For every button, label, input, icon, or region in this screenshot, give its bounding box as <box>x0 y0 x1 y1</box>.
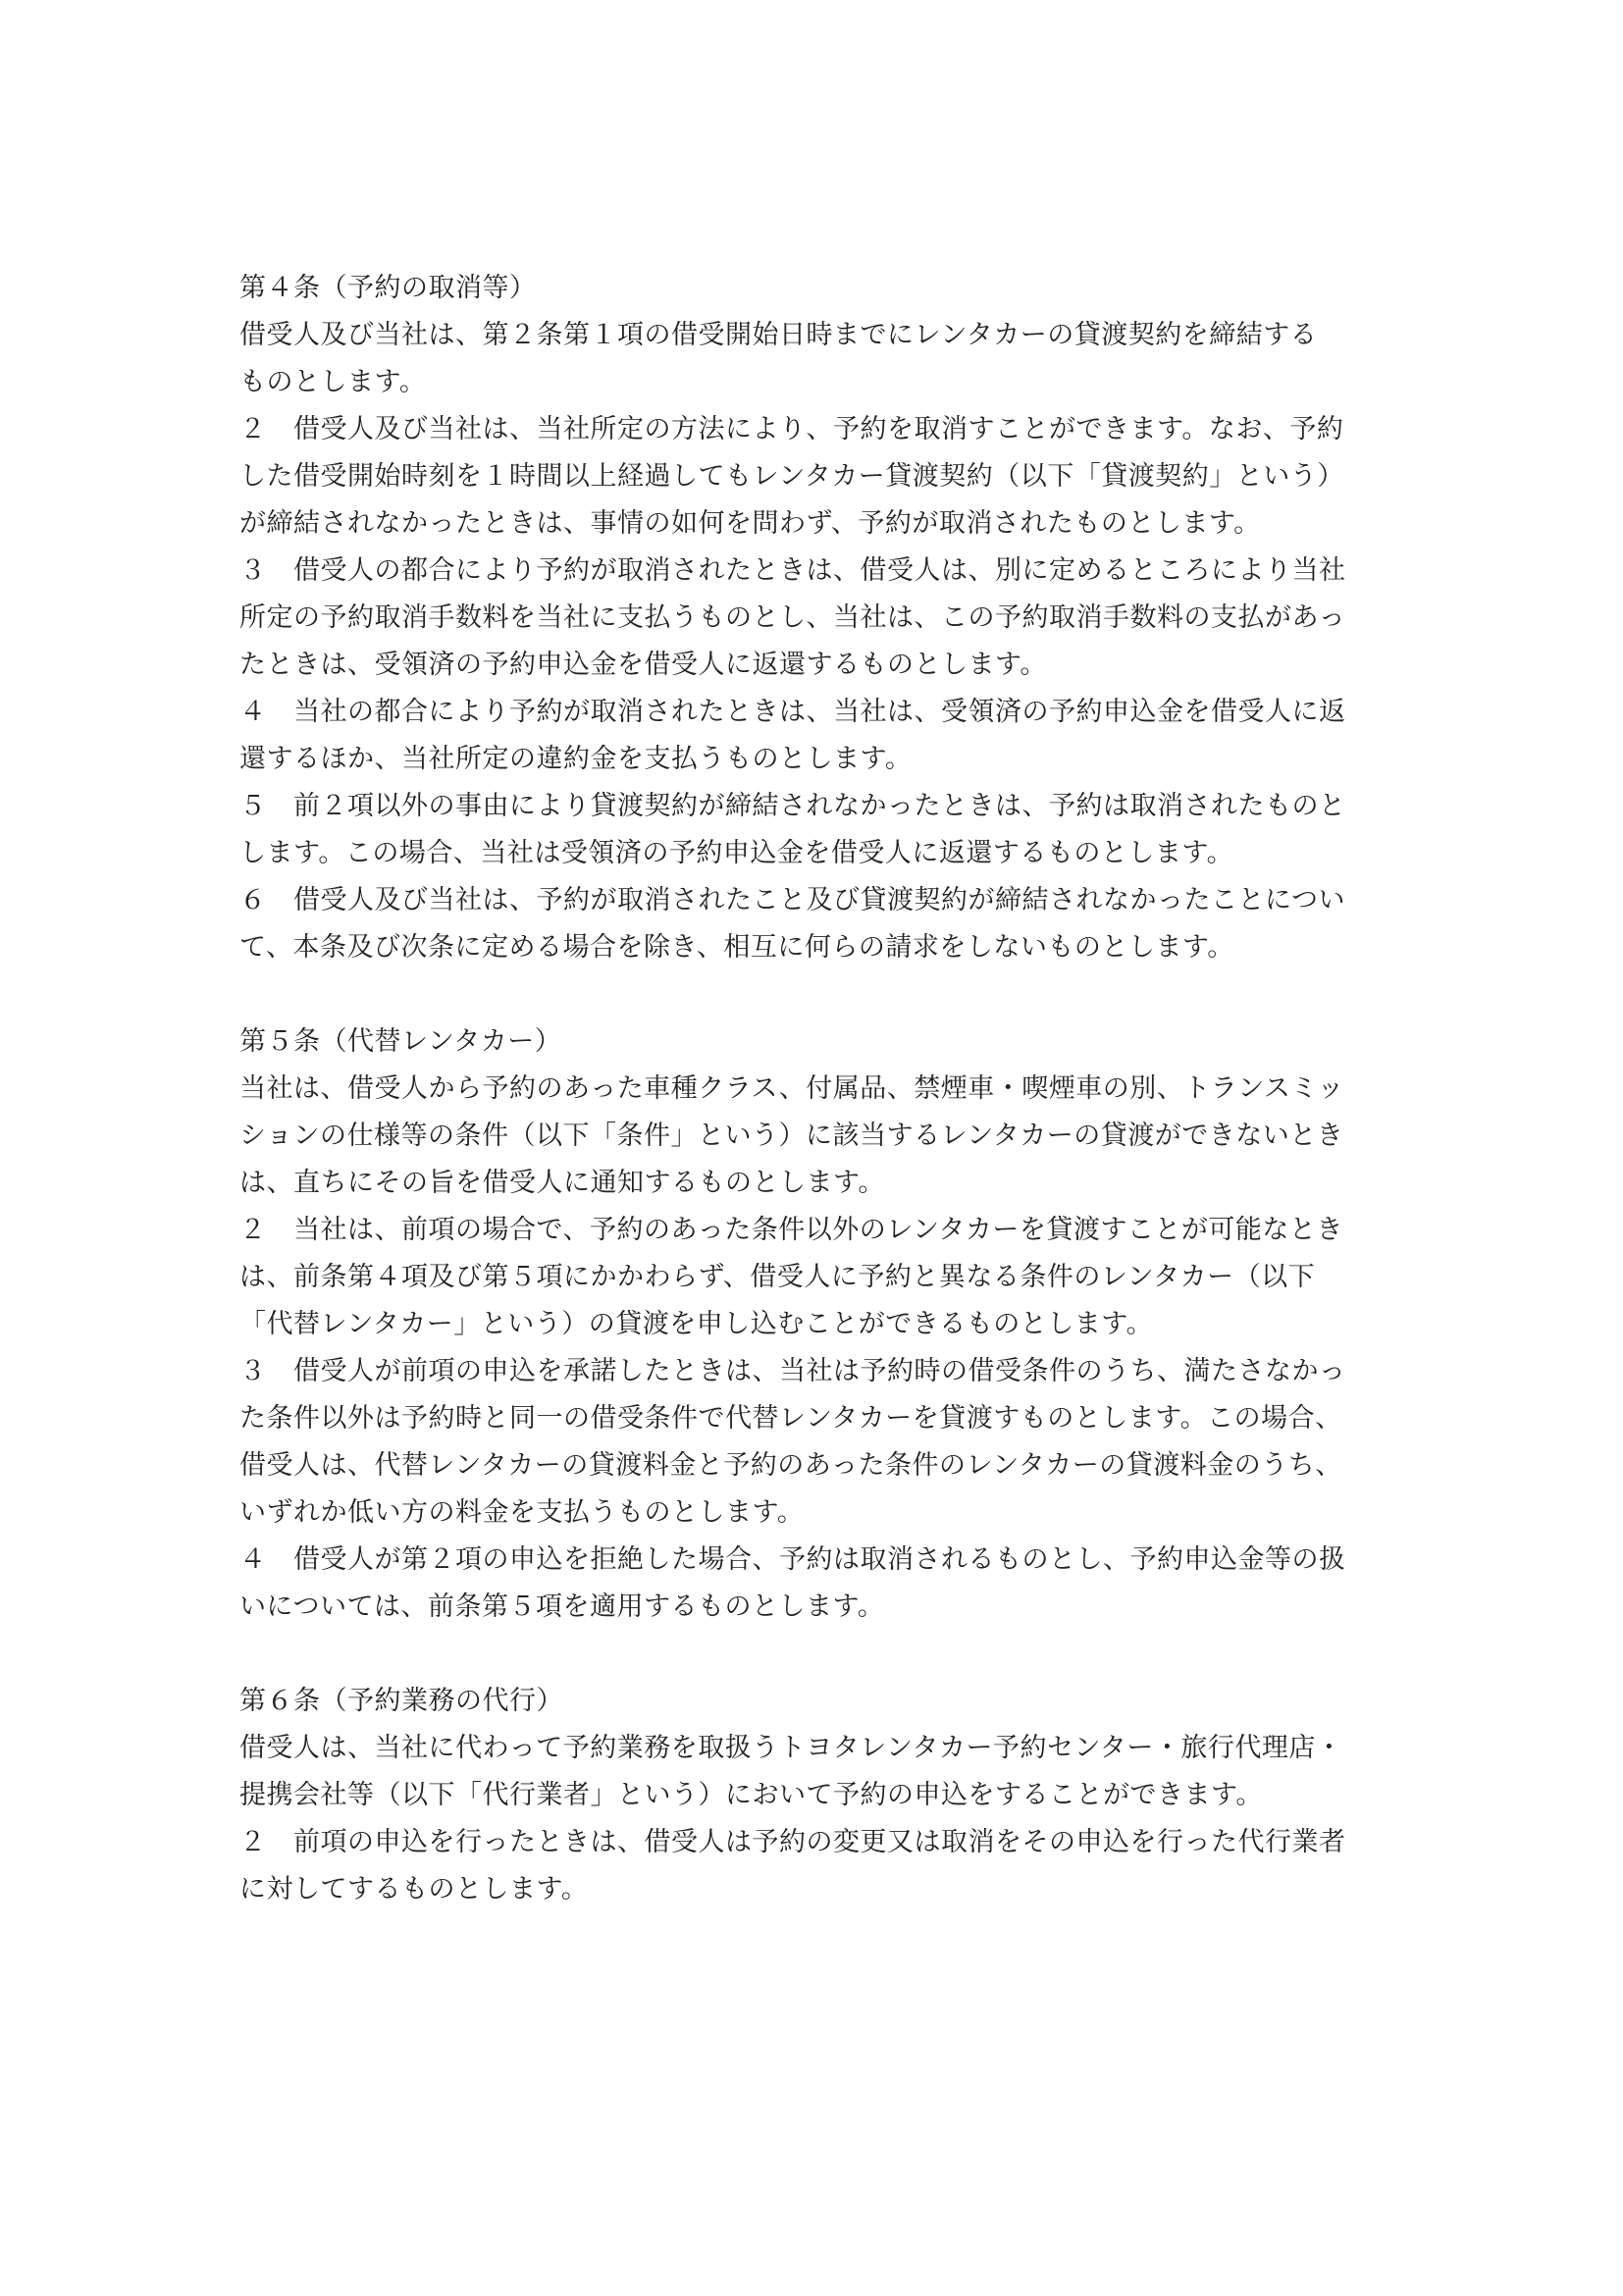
text-line: ２ 借受人及び当社は、当社所定の方法により、予約を取消すことができます。なお、予約 <box>239 414 1344 444</box>
article-5 <box>239 1018 1407 1631</box>
text-line: ６ 借受人及び当社は、予約が取消されたこと及び貸渡契約が締結されなかったことについ <box>239 885 1345 915</box>
text-line: 「代替レンタカー」という）の貸渡を申し込むことができるものとします。 <box>239 1309 1154 1339</box>
article-heading: 第４条（予約の取消等） <box>239 273 537 303</box>
text-line: ４ 借受人が第２項の申込を拒絶した場合、予約は取消されるものとし、予約申込金等の扱 <box>239 1544 1346 1575</box>
article-heading: 第６条（予約業務の代行） <box>239 1686 563 1716</box>
text-line: は、前条第４項及び第５項にかかわらず、借受人に予約と異なる条件のレンタカー（以下 <box>239 1262 1316 1292</box>
text-line: た条件以外は予約時と同一の借受条件で代替レンタカーを貸渡すものとします。この場合、 <box>239 1403 1342 1434</box>
text-line: が締結されなかったときは、事情の如何を問わず、予約が取消されたものとします。 <box>239 508 1261 539</box>
text-line: いずれか低い方の料金を支払うものとします。 <box>239 1497 805 1528</box>
text-line: ションの仕様等の条件（以下「条件」という）に該当するレンタカーの貸渡ができないとき <box>239 1121 1344 1151</box>
article-6 <box>239 1678 1407 1913</box>
text-line: て、本条及び次条に定める場合を除き、相互に何らの請求をしないものとします。 <box>239 932 1234 963</box>
text-line: いについては、前条第５項を適用するものとします。 <box>239 1592 885 1622</box>
document-body <box>239 265 1407 1913</box>
text-line: ３ 借受人が前項の申込を承諾したときは、当社は予約時の借受条件のうち、満たさなかっ <box>239 1356 1346 1386</box>
text-line: 所定の予約取消手数料を当社に支払うものとし、当社は、この予約取消手数料の支払があっ <box>239 602 1346 633</box>
text-line: 還するほか、当社所定の違約金を支払うものとします。 <box>239 744 913 774</box>
text-line: ２ 当社は、前項の場合で、予約のあった条件以外のレンタカーを貸渡すことが可能なとき <box>239 1215 1343 1245</box>
text-line: ３ 借受人の都合により予約が取消されたときは、借受人は、別に定めるところにより当社 <box>239 555 1346 586</box>
text-line: します。この場合、当社は受領済の予約申込金を借受人に返還するものとします。 <box>239 838 1234 868</box>
text-line: 借受人は、代替レンタカーの貸渡料金と予約のあった条件のレンタカーの貸渡料金のうち、 <box>239 1450 1342 1481</box>
text-line: 借受人及び当社は、第２条第１項の借受開始日時までにレンタカーの貸渡契約を締結する <box>239 320 1318 350</box>
text-line: 借受人は、当社に代わって予約業務を取扱うトヨタレンタカー予約センター・旅行代理店・ <box>239 1733 1343 1763</box>
text-line: に対してするものとします。 <box>239 1874 589 1905</box>
text-line: した借受開始時刻を１時間以上経過してもレンタカー貸渡契約（以下「貸渡契約」という） <box>239 461 1344 492</box>
text-line: ものとします。 <box>239 367 427 397</box>
article-4 <box>239 265 1407 971</box>
article-heading: 第５条（代替レンタカー） <box>239 1026 562 1057</box>
text-line: ５ 前２項以外の事由により貸渡契約が締結されなかったときは、予約は取消されたものと <box>239 791 1346 821</box>
text-line: 当社は、借受人から予約のあった車種クラス、付属品、禁煙車・喫煙車の別、トランスミッ <box>239 1073 1344 1104</box>
text-line: 提携会社等（以下「代行業者」という）において予約の申込をすることができます。 <box>239 1780 1263 1810</box>
text-line: ４ 当社の都合により予約が取消されたときは、当社は、受領済の予約申込金を借受人に返 <box>239 697 1346 727</box>
text-line: たときは、受領済の予約申込金を借受人に返還するものとします。 <box>239 650 1047 680</box>
text-line: ２ 前項の申込を行ったときは、借受人は予約の変更又は取消をその申込を行った代行業者 <box>239 1827 1346 1857</box>
text-line: は、直ちにその旨を借受人に通知するものとします。 <box>239 1168 885 1198</box>
